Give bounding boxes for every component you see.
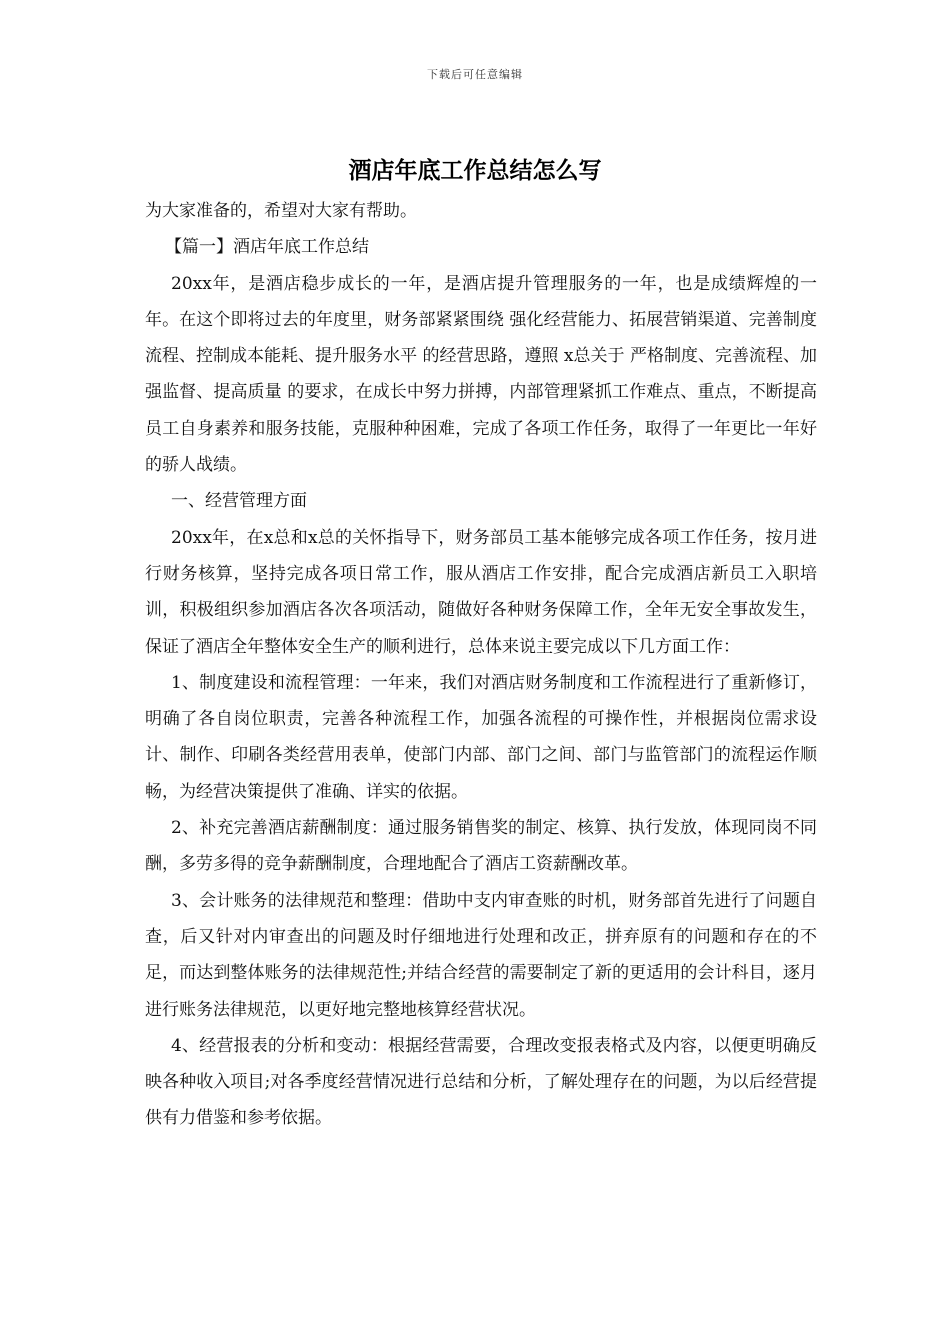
section-heading: 【篇一】酒店年底工作总结 bbox=[165, 237, 369, 258]
item-system-building: 1、制度建设和流程管理：一年来，我们对酒店财务制度和工作流程进行了重新修订，明确了各自岗位职责，完善各种流程工作，加强各流程的可操作性，并根据岗位需求设计、制作、印刷各类经营用表单，使部门内部、部门之间、部门与监管部门的流程运作顺畅，为经营决策提供了准确、详实的依据。 bbox=[145, 672, 817, 802]
document-title: 酒店年底工作总结怎么写 bbox=[348, 157, 602, 184]
item-salary-system: 2、补充完善酒店薪酬制度：通过服务销售奖的制定、核算、执行发放，体现同岗不同酬，多劳多得的竞争薪酬制度，合理地配合了酒店工资薪酬改革。 bbox=[145, 818, 817, 875]
item-accounting-standards: 3、会计账务的法律规范和整理：借助中支内审查账的时机，财务部首先进行了问题自查，后又针对内审查出的问题及时仔细地进行处理和改正，拼弃原有的问题和存在的不足，而达到整体账务的法律规范性;并结合经营的需要制定了新的更适用的会计科目，逐月进行账务法律规范，以更好地完整地核算经营状况。 bbox=[145, 890, 817, 1020]
paragraph-operations: 20xx年，在x总和x总的关怀指导下，财务部员工基本能够完成各项工作任务，按月进行财务核算，坚持完成各项日常工作，服从酒店工作安排，配合完成酒店新员工入职培训，积极组织参加酒店各次各项活动，随做好各种财务保障工作，全年无安全事故发生，保证了酒店全年整体安全生产的顺利进行，总体来说主要完成以下几方面工作： bbox=[145, 527, 817, 657]
item-report-analysis: 4、经营报表的分析和变动：根据经营需要，合理改变报表格式及内容，以便更明确反映各种收入项目;对各季度经营情况进行总结和分析，了解处理存在的问题，为以后经营提供有力借鉴和参考依据。 bbox=[145, 1035, 817, 1129]
subheading-operations: 一、经营管理方面 bbox=[171, 491, 307, 512]
intro-paragraph: 为大家准备的，希望对大家有帮助。 bbox=[145, 201, 417, 221]
paragraph-opening: 20xx年，是酒店稳步成长的一年，是酒店提升管理服务的一年，也是成绩辉煌的一年。在这个即将过去的年度里，财务部紧紧围绕 强化经营能力、拓展营销渠道、完善制度流程、控制成本能耗、提升服务水平 的经营思路，遵照 x总关于 严格制度、完善流程、加强监督、提高质量 的要求，在成长中努力拼搏，内部管理紧抓工作难点、重点，不断提高员工自身素养和服务技能，克服种种困难，完成了各项工作任务，取得了一年更比一年好的骄人战绩。 bbox=[145, 273, 817, 476]
document-body bbox=[145, 193, 817, 1137]
header-note: 下载后可任意编辑 bbox=[427, 68, 523, 81]
